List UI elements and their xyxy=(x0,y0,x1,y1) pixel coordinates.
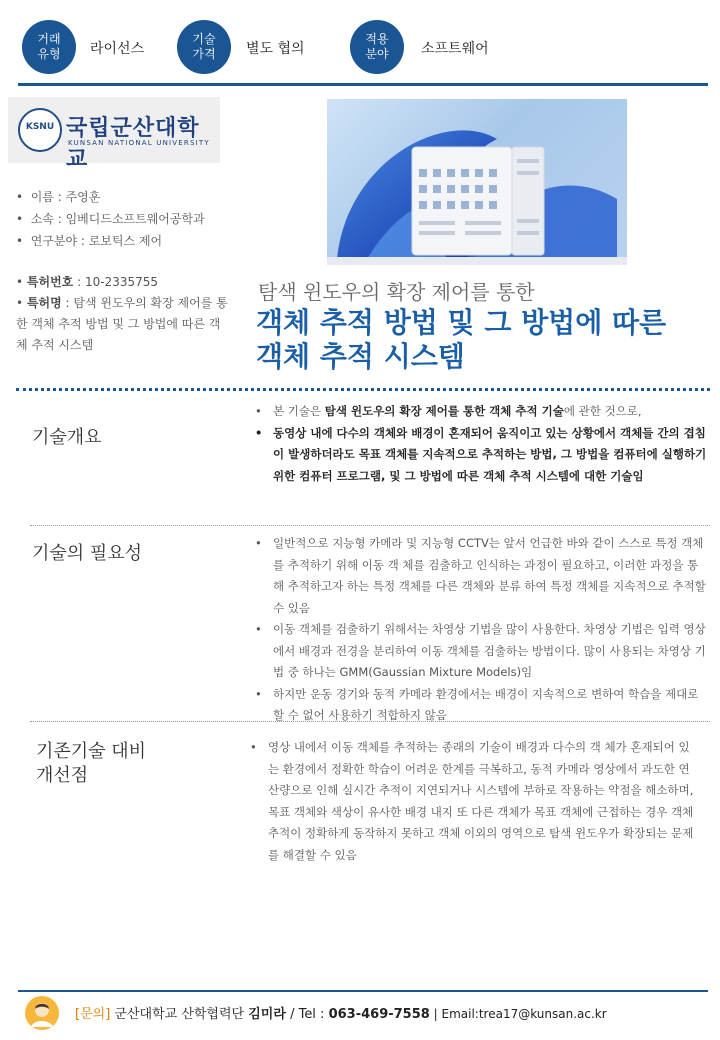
patent-number-value: : 10-2335755 xyxy=(73,275,158,289)
section-divider-2 xyxy=(30,721,710,722)
researcher-field: 연구분야 : 로보틱스 제어 xyxy=(30,234,163,248)
list-item: • 하지만 운동 경기와 동적 카메라 환경에서는 배경이 지속적으로 변하여 학습을 제대로 할 수 없어 사용하기 적합하지 않음 xyxy=(255,686,699,722)
list-item: • 이동 객체를 검출하기 위해서는 차영상 기법을 많이 사용한다. 차영상 기법은 입력 영상에서 배경과 전경을 분리하여 이동 객체를 검출하는 방법이다. 많이 사용되는 차영상 기법 중 하나는 GMM(Gaussian Mixture Models)임 xyxy=(255,622,706,679)
patent-number-label: 특허번호 xyxy=(26,275,74,289)
patent-name-label: 특허명 xyxy=(26,296,62,310)
patent-info: • 특허번호 : 10-2335755 • 특허명 : 탐색 윈도우의 확장 제어를 통한 객체 추적 방법 및 그 방법에 따른 객체 추적 시스템 xyxy=(16,275,228,352)
inquiry-label: [문의] xyxy=(75,1007,111,1022)
section-divider-1 xyxy=(30,525,710,526)
application-field-value: 소프트웨어 xyxy=(421,41,489,57)
contact-org: 군산대학교 산학협력단 xyxy=(110,1007,249,1022)
title-subheading: 탐색 윈도우의 확장 제어를 통한 xyxy=(258,280,535,304)
university-name-kr: 국립군산대학교 xyxy=(66,116,200,172)
contact-phone[interactable]: 063-469-7558 xyxy=(328,1007,430,1022)
researcher-dept: 소속 : 임베디드소프트웨어공학과 xyxy=(30,212,205,226)
university-logo xyxy=(8,97,220,172)
contact-email[interactable]: | Email:trea17@kunsan.ac.kr xyxy=(429,1007,607,1021)
overview-bullets: • 본 기술은 탐색 윈도우의 확장 제어를 통한 객체 추적 기술에 관한 것으로, • 동영상 내에 다수의 객체와 배경이 혼재되어 움직이고 있는 상황에서 객체들 간의 겹침이 발생하더라도 목표 객체를 지속적으로 추적하는 방법, 그 방법을 컴퓨터에 실행하기 위한 컴퓨터 프로그램, 및 그 방법에 따른 객체 추적 시스템에 대한 기술임 xyxy=(255,404,707,483)
person-avatar-icon xyxy=(24,995,60,1031)
necessity-bullets xyxy=(255,533,707,727)
section-title-overview: 기술개요 xyxy=(32,427,102,448)
section-title-necessity: 기술의 필요성 xyxy=(32,543,143,564)
header-divider xyxy=(18,83,708,86)
researcher-info: • 이름 : 주영훈 • 소속 : 임베디드소프트웨어공학과 • 연구분야 : 로보틱스 제어 xyxy=(16,190,205,248)
list-item: • 일반적으로 지능형 카메라 및 지능형 CCTV는 앞서 언급한 바와 같이 스스로 특정 객체를 추적하기 위해 이동 객 체를 검출하고 인식하는 과정이 필요하고, 이러한 과정을 통해 추적하고자 하는 특정 객체를 다른 객체와 분류 하여 특정 객체를 지속적으로 추적할 수 있음 xyxy=(255,536,706,615)
patent-name-value: : 탐색 윈도우의 확장 제어를 통한 객체 추적 방법 및 그 방법에 따른 객체 추적 시스템 xyxy=(16,296,228,352)
deal-type-badge: 거래 유형 xyxy=(22,20,76,74)
contact-person: 김미라 xyxy=(248,1007,286,1022)
university-emblem-icon: KSNU xyxy=(18,108,62,152)
contact-info: [문의] 군산대학교 산학협력단 김미라 / Tel : 063-469-7558 | Email:trea17@kunsan.ac.kr xyxy=(75,1007,607,1022)
improvement-bullets xyxy=(250,737,695,866)
list-item: • 영상 내에서 이동 객체를 추적하는 종래의 기술이 배경과 다수의 객 체가 혼재되어 있는 환경에서 정확한 학습이 어려운 한계를 극복하고, 동적 카메라 영상에서 과도한 연산량으로 인해 실시간 추적이 지연되거나 시스템에 부하로 작용하는 약점을 해소하며, 목표 객체와 색상이 유사한 배경 내지 또 다른 객체가 목표 객체에 근접하는 경우 객체 추적이 정확하게 동작하지 못하고 객체 이외의 영역으로 탐색 윈도우가 확장되는 문제를 해결할 수 있음 xyxy=(250,740,694,862)
university-name-en: KUNSAN NATIONAL UNIVERSITY xyxy=(68,139,210,147)
page-title-line1: 객체 추적 방법 및 그 방법에 따른 xyxy=(256,306,667,339)
deal-type-value: 라이선스 xyxy=(90,41,145,57)
section-title-improvement: 기존기술 대비 개선점 xyxy=(36,741,147,786)
page-title xyxy=(256,306,666,374)
tech-price-badge: 기술 가격 xyxy=(177,20,231,74)
footer-divider xyxy=(18,990,708,992)
application-field-badge: 적용 분야 xyxy=(350,20,404,74)
title-divider xyxy=(16,388,710,391)
page-title-line2: 객체 추적 시스템 xyxy=(256,340,465,373)
researcher-name: 이름 : 주영훈 xyxy=(30,190,101,204)
tech-price-value: 별도 협의 xyxy=(246,41,305,57)
windows-start-menu-image xyxy=(327,99,627,265)
